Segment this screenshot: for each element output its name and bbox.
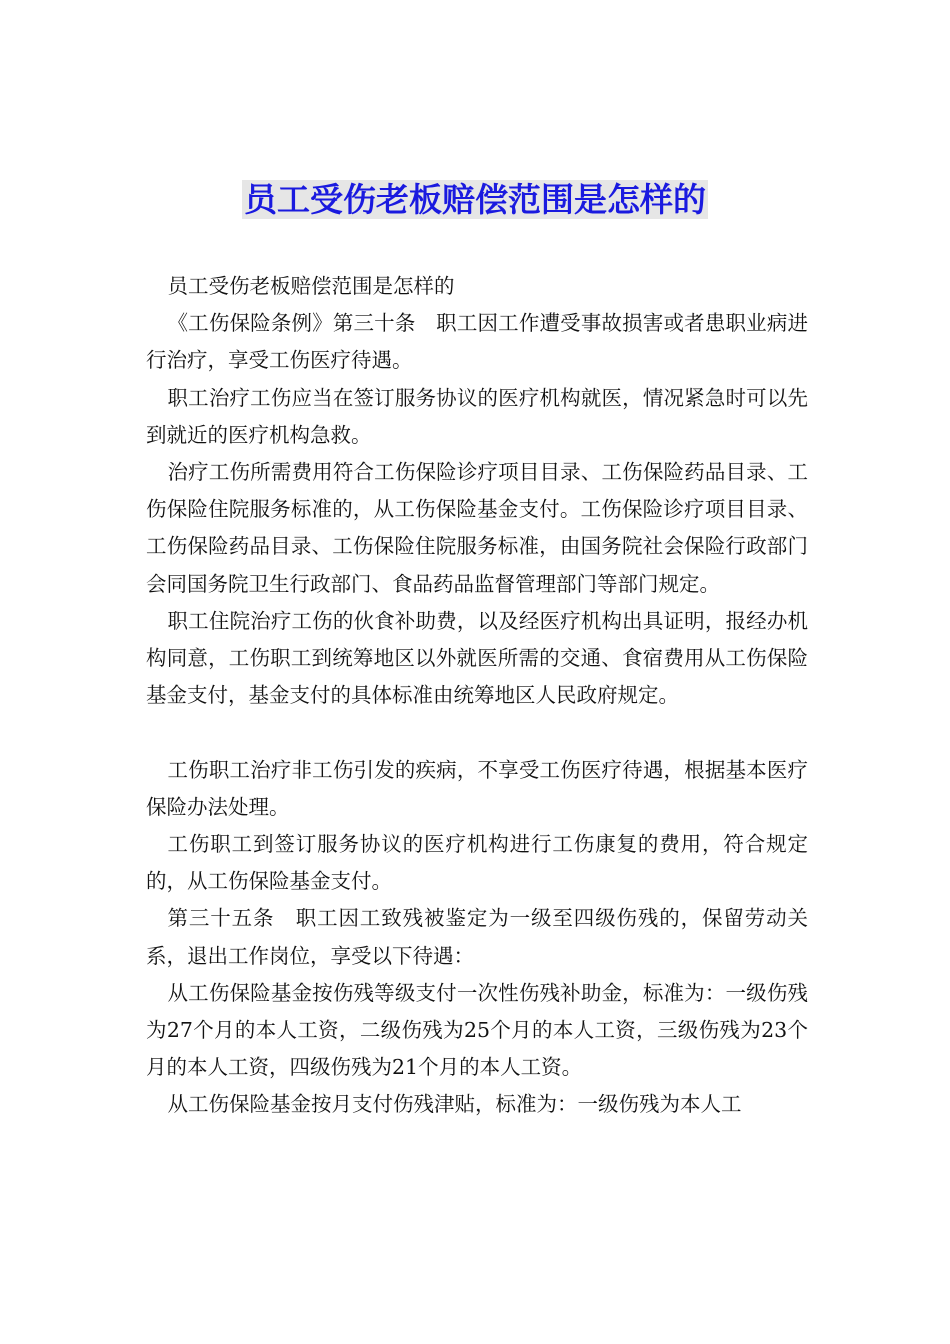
paragraph-treatment-costs: 治疗工伤所需费用符合工伤保险诊疗项目目录、工伤保险药品目录、工伤保险住院服务标准的，从工伤保险基金支付。工伤保险诊疗项目目录、工伤保险药品目录、工伤保险住院服务标准，由国务院社会保险行政部门会同国务院卫生行政部门、食品药品监督管理部门等部门规定。 [146, 460, 808, 596]
paragraph-rehabilitation: 工伤职工到签订服务协议的医疗机构进行工伤康复的费用，符合规定的，从工伤保险基金支付。 [146, 832, 808, 894]
paragraph-subtitle: 员工受伤老板赔偿范围是怎样的 [167, 274, 455, 298]
paragraph-spacer [146, 714, 808, 751]
paragraph-disability-allowance: 从工伤保险基金按月支付伤残津贴，标准为：一级伤残为本人工 [167, 1092, 742, 1117]
document-body [146, 268, 808, 1124]
paragraph-article-35: 第三十五条 职工因工致残被鉴定为一级至四级伤残的，保留劳动关系，退出工作岗位，享受以下待遇： [146, 906, 808, 968]
paragraph-article-30: 《工伤保险条例》第三十条 职工因工作遭受事故损害或者患职业病进行治疗，享受工伤医疗待遇。 [146, 311, 808, 373]
document-title [0, 176, 950, 224]
paragraph-disability-grant: 从工伤保险基金按伤残等级支付一次性伤残补助金，标准为：一级伤残为27个月的本人工资，二级伤残为25个月的本人工资，三级伤残为23个月的本人工资，四级伤残为21个月的本人工资。 [146, 980, 808, 1080]
paragraph-medical-institution: 职工治疗工伤应当在签订服务协议的医疗机构就医，情况紧急时可以先到就近的医疗机构急救。 [146, 385, 808, 447]
paragraph-non-work-injury: 工伤职工治疗非工伤引发的疾病，不享受工伤医疗待遇，根据基本医疗保险办法处理。 [146, 757, 808, 819]
document-title-text: 员工受伤老板赔偿范围是怎样的 [244, 180, 706, 219]
paragraph-meal-allowance: 职工住院治疗工伤的伙食补助费，以及经医疗机构出具证明，报经办机构同意，工伤职工到统筹地区以外就医所需的交通、食宿费用从工伤保险基金支付，基金支付的具体标准由统筹地区人民政府规定。 [146, 608, 808, 708]
